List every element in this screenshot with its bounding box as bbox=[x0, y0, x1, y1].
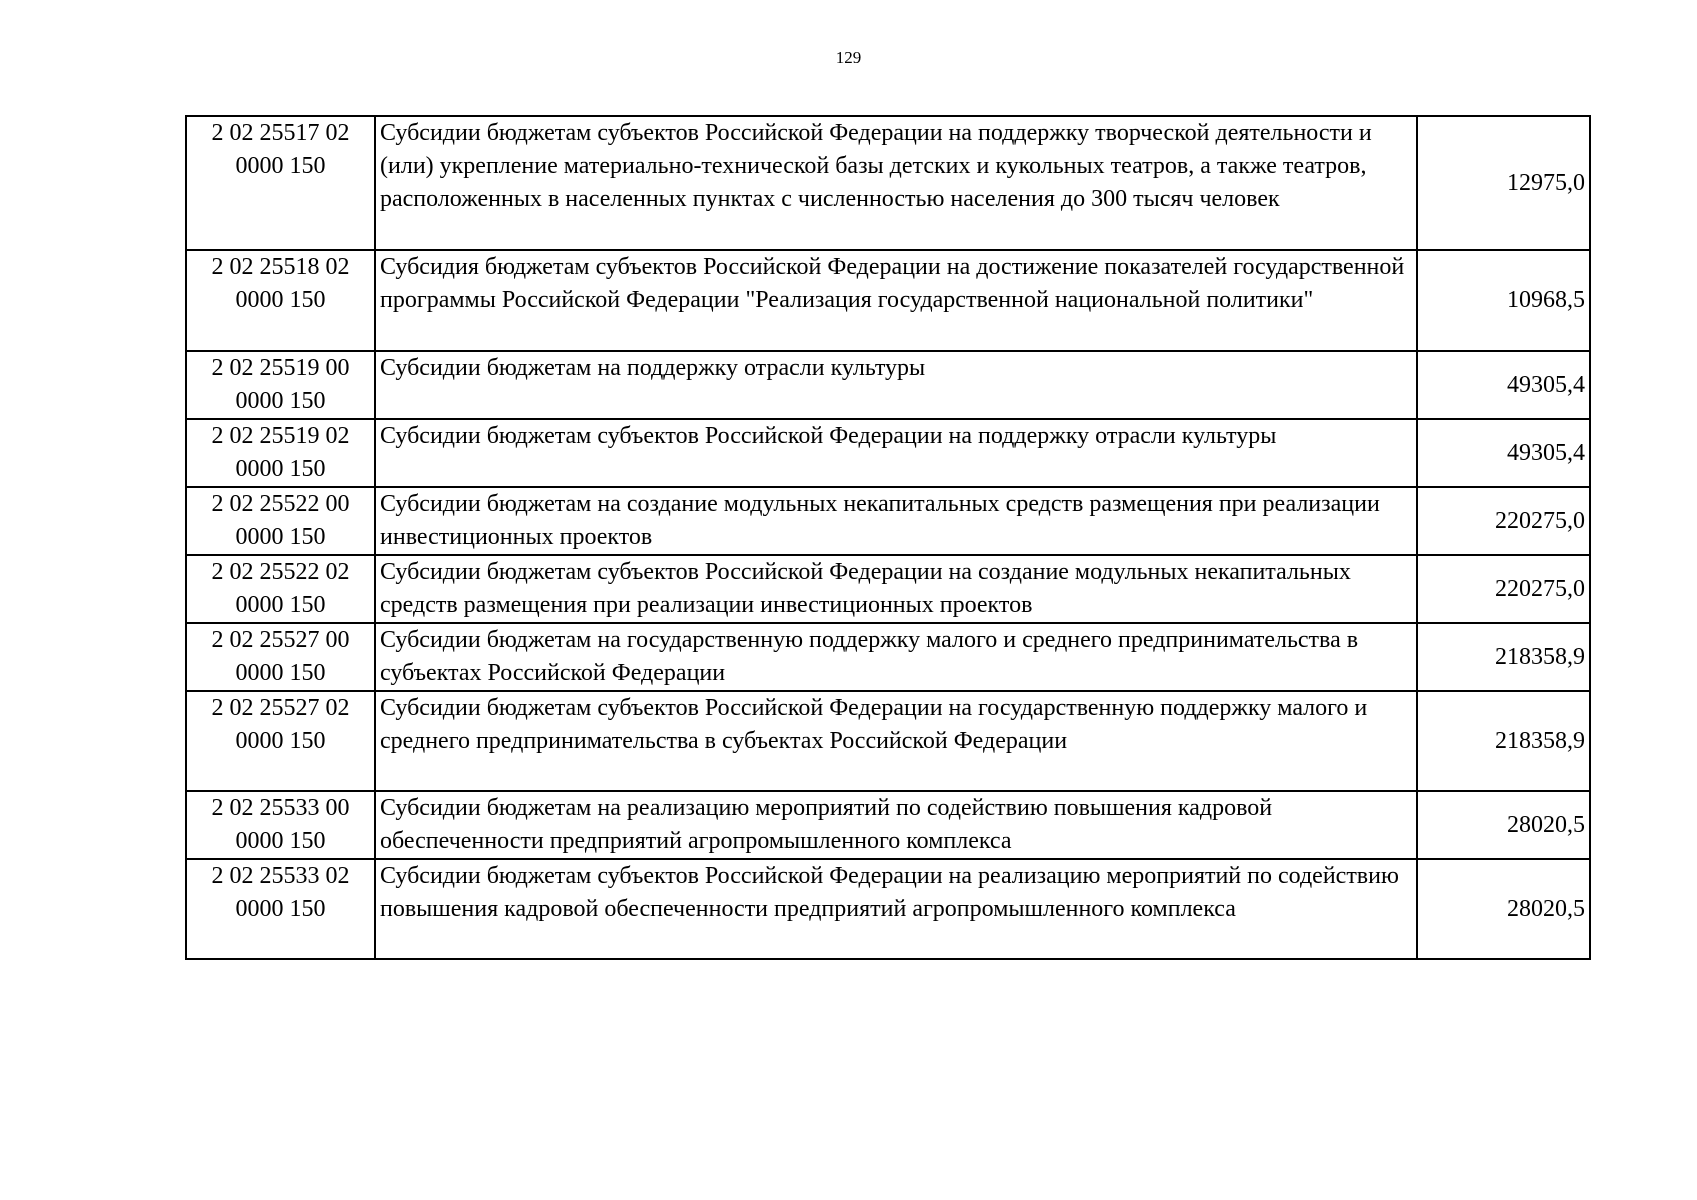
budget-code-cell: 2 02 25527 00 0000 150 bbox=[186, 623, 375, 691]
budget-code-cell: 2 02 25519 00 0000 150 bbox=[186, 351, 375, 419]
description-cell: Субсидии бюджетам на поддержку отрасли культуры bbox=[375, 351, 1417, 419]
table-row bbox=[186, 859, 1590, 959]
amount-cell: 218358,9 bbox=[1417, 691, 1590, 791]
description-cell: Субсидии бюджетам на государственную поддержку малого и среднего предпринимательства в субъектах Российской Федерации bbox=[375, 623, 1417, 691]
description-cell: Субсидии бюджетам на реализацию мероприятий по содействию повышения кадровой обеспеченности предприятий агропромышленного комплекса bbox=[375, 791, 1417, 859]
description-cell: Субсидии бюджетам субъектов Российской Федерации на поддержку отрасли культуры bbox=[375, 419, 1417, 487]
budget-code-cell: 2 02 25522 00 0000 150 bbox=[186, 487, 375, 555]
budget-code-cell: 2 02 25517 02 0000 150 bbox=[186, 116, 375, 250]
amount-cell: 220275,0 bbox=[1417, 555, 1590, 623]
budget-code-cell: 2 02 25519 02 0000 150 bbox=[186, 419, 375, 487]
table-row bbox=[186, 791, 1590, 859]
page-number: 129 bbox=[835, 48, 862, 67]
amount-cell: 28020,5 bbox=[1417, 859, 1590, 959]
description-cell: Субсидии бюджетам на создание модульных некапитальных средств размещения при реализации инвестиционных проектов bbox=[375, 487, 1417, 555]
budget-code-cell: 2 02 25527 02 0000 150 bbox=[186, 691, 375, 791]
amount-cell: 220275,0 bbox=[1417, 487, 1590, 555]
budget-code-cell: 2 02 25533 02 0000 150 bbox=[186, 859, 375, 959]
amount-cell: 10968,5 bbox=[1417, 250, 1590, 351]
table-row bbox=[186, 116, 1590, 250]
description-cell: Субсидии бюджетам субъектов Российской Федерации на поддержку творческой деятельности и (или) укрепление материально-технической базы детских и кукольных театров, а также театров, расположенных в населенных пунктах с численностью населения до 300 тысяч человек bbox=[375, 116, 1417, 250]
table-row bbox=[186, 555, 1590, 623]
description-cell: Субсидии бюджетам субъектов Российской Федерации на реализацию мероприятий по содействию повышения кадровой обеспеченности предприятий агропромышленного комплекса bbox=[375, 859, 1417, 959]
description-cell: Субсидии бюджетам субъектов Российской Федерации на создание модульных некапитальных средств размещения при реализации инвестиционных проектов bbox=[375, 555, 1417, 623]
table-row bbox=[186, 487, 1590, 555]
budget-code-cell: 2 02 25518 02 0000 150 bbox=[186, 250, 375, 351]
budget-code-cell: 2 02 25533 00 0000 150 bbox=[186, 791, 375, 859]
amount-cell: 49305,4 bbox=[1417, 351, 1590, 419]
budget-table bbox=[185, 115, 1591, 960]
amount-cell: 218358,9 bbox=[1417, 623, 1590, 691]
table-row bbox=[186, 623, 1590, 691]
amount-cell: 49305,4 bbox=[1417, 419, 1590, 487]
table-row bbox=[186, 351, 1590, 419]
description-cell: Субсидия бюджетам субъектов Российской Федерации на достижение показателей государственной программы Российской Федерации "Реализация государственной национальной политики" bbox=[375, 250, 1417, 351]
budget-code-cell: 2 02 25522 02 0000 150 bbox=[186, 555, 375, 623]
description-cell: Субсидии бюджетам субъектов Российской Федерации на государственную поддержку малого и среднего предпринимательства в субъектах Российской Федерации bbox=[375, 691, 1417, 791]
amount-cell: 28020,5 bbox=[1417, 791, 1590, 859]
amount-cell: 12975,0 bbox=[1417, 116, 1590, 250]
table-row bbox=[186, 250, 1590, 351]
table-row bbox=[186, 419, 1590, 487]
table-row bbox=[186, 691, 1590, 791]
